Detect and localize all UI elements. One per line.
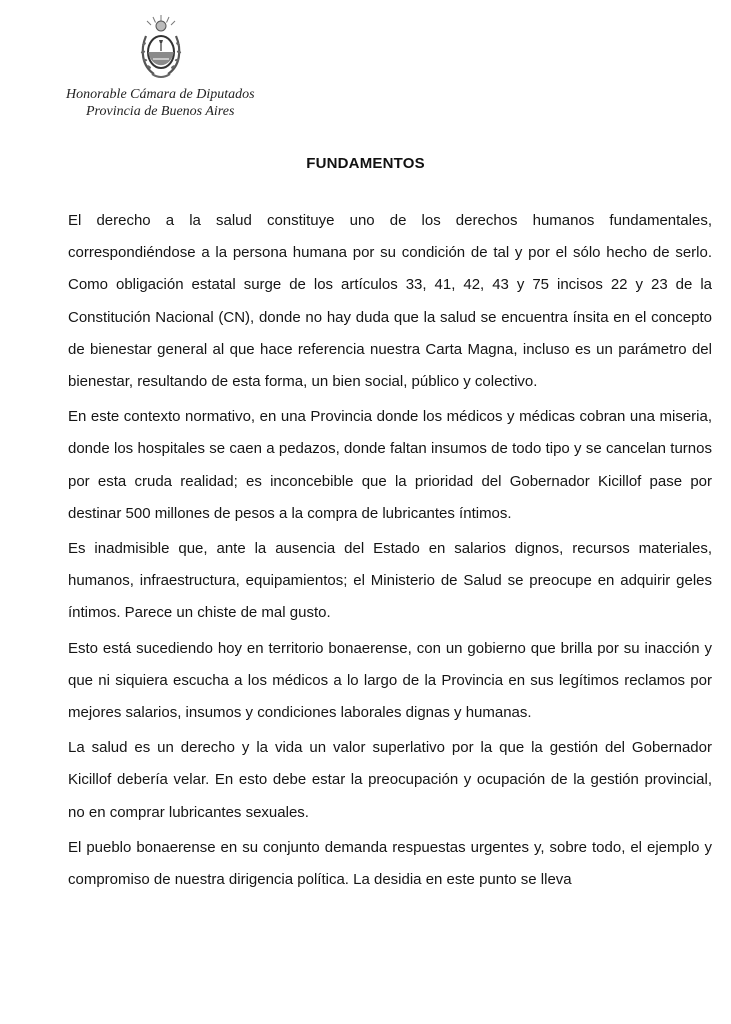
coat-of-arms-icon [138,14,184,84]
paragraph: Es inadmisible que, ante la ausencia del Estado en salarios dignos, recursos materiales, humanos, infraestructura, equipamientos; el Ministerio de Salud se preocupe en adquirir geles íntimos. Parece un chiste de mal gusto. [68,540,712,622]
document-body [68,205,712,899]
document-title: FUNDAMENTOS [306,155,425,172]
paragraph: Esto está sucediendo hoy en territorio bonaerense, con un gobierno que brilla por su inacción y que ni siquiera escucha a los médicos a lo largo de la Provincia en sus legítimos reclamos por mejores salarios, insumos y condiciones laborales dignas y humanas. [68,639,712,722]
letterhead [66,86,296,120]
paragraph: El pueblo bonaerense en su conjunto demanda respuestas urgentes y, sobre todo, el ejemplo y compromiso de nuestra dirigencia política. La desidia en este punto se lleva [68,838,712,889]
letterhead-province: Provincia de Buenos Aires [86,104,235,119]
paragraph: El derecho a la salud constituye uno de los derechos humanos fundamentales, correspondiéndose a la persona humana por su condición de tal y por el sólo hecho de serlo. Como obligación estatal surge de los artículos 33, 41, 42, 43 y 75 incisos 22 y 23 de la Constitución Nacional (CN), donde no hay duda que la salud se encuentra ínsita en el concepto de bienestar general al que hace referencia nuestra Carta Magna, incluso es un parámetro del bienestar, resultando de esta forma, un bien social, público y colectivo. [68,212,712,391]
letterhead-chamber: Honorable Cámara de Diputados [66,87,255,102]
paragraph: En este contexto normativo, en una Provincia donde los médicos y médicas cobran una miseria, donde los hospitales se caen a pedazos, donde faltan insumos de todo tipo y se cancelan turnos por esta cruda realidad; es inconcebible que la prioridad del Gobernador Kicillof pase por destinar 500 millones de pesos a la compra de lubricantes íntimos. [68,408,712,522]
paragraph: La salud es un derecho y la vida un valor superlativo por la que la gestión del Gobernador Kicillof debería velar. En esto debe estar la preocupación y ocupación de la gestión provincial, no en comprar lubricantes sexuales. [68,739,712,821]
